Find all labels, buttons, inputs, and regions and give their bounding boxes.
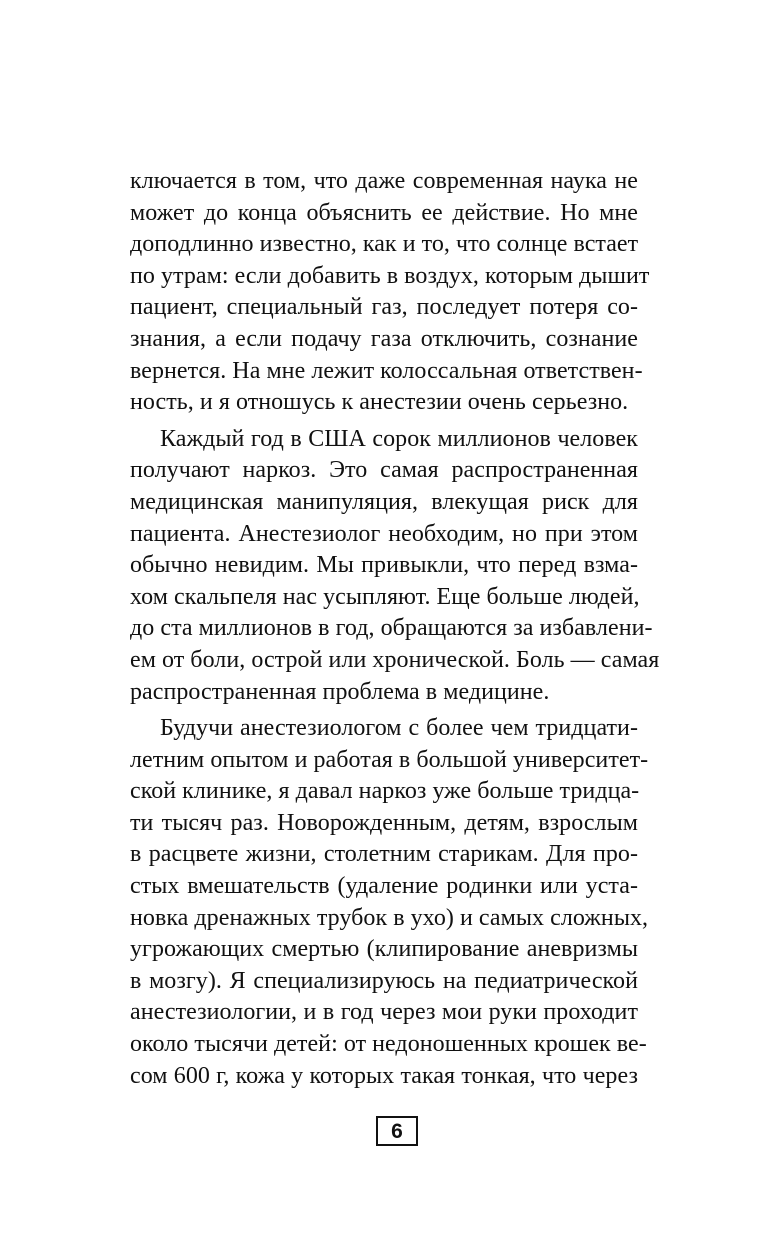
- text-line: распространенная проблема в медицине.: [130, 678, 550, 705]
- text-line: ти тысяч раз. Новорожденным, детям, взрослым: [130, 809, 638, 836]
- text-line: сом 600 г, кожа у которых такая тонкая, что через: [130, 1062, 638, 1089]
- text-line: доподлинно известно, как и то, что солнце встает: [130, 231, 639, 258]
- text-line: пациента. Анестезиолог необходим, но при этом: [130, 520, 638, 547]
- page-number-box: [376, 1116, 418, 1146]
- text-line: угрожающих смертью (клипирование аневризмы: [130, 936, 638, 963]
- text-line: получают наркоз. Это самая распространенная: [130, 457, 638, 484]
- text-line: в расцвете жизни, столетним старикам. Для про-: [130, 841, 638, 868]
- paragraph-1: [130, 166, 650, 419]
- text-line: по утрам: если добавить в воздух, которым дышит: [130, 262, 650, 289]
- text-line: Каждый год в США сорок миллионов человек: [160, 425, 638, 452]
- paragraph-3: [130, 713, 649, 1092]
- text-line: до ста миллионов в год, обращаются за избавлени-: [130, 615, 653, 642]
- text-line: может до конца объяснить ее действие. Но мне: [130, 199, 638, 226]
- page-number: 6: [391, 1119, 403, 1143]
- text-line: в мозгу). Я специализируюсь на педиатрической: [130, 967, 638, 994]
- text-line: ключается в том, что даже современная наука не: [130, 168, 638, 194]
- text-line: ской клинике, я давал наркоз уже больше тридца-: [130, 778, 640, 805]
- text-line: стых вмешательств (удаление родинки или уста-: [130, 873, 638, 900]
- text-line: летним опытом и работая в большой университет-: [130, 746, 649, 773]
- text-line: около тысячи детей: от недоношенных крошек ве-: [130, 1031, 647, 1058]
- page-body: [130, 166, 660, 1097]
- text-line: медицинская манипуляция, влекущая риск для: [130, 488, 638, 515]
- text-line: знания, а если подачу газа отключить, сознание: [130, 325, 638, 352]
- text-line: Будучи анестезиологом с более чем тридцати-: [160, 715, 638, 742]
- text-line: вернется. На мне лежит колоссальная ответствен-: [130, 357, 643, 384]
- text-line: пациент, специальный газ, последует потеря со-: [130, 294, 638, 321]
- text-line: хом скальпеля нас усыпляют. Еще больше людей,: [130, 583, 640, 610]
- text-line: новка дренажных трубок в ухо) и самых сложных,: [130, 904, 649, 931]
- text-line: ем от боли, острой или хронической. Боль — самая: [130, 646, 660, 673]
- text-line: анестезиологии, и в год через мои руки проходит: [130, 999, 638, 1026]
- text-line: ность, и я отношусь к анестезии очень серьезно.: [130, 389, 629, 416]
- paragraph-2: [130, 424, 660, 708]
- text-line: обычно невидим. Мы привыкли, что перед взма-: [130, 552, 638, 579]
